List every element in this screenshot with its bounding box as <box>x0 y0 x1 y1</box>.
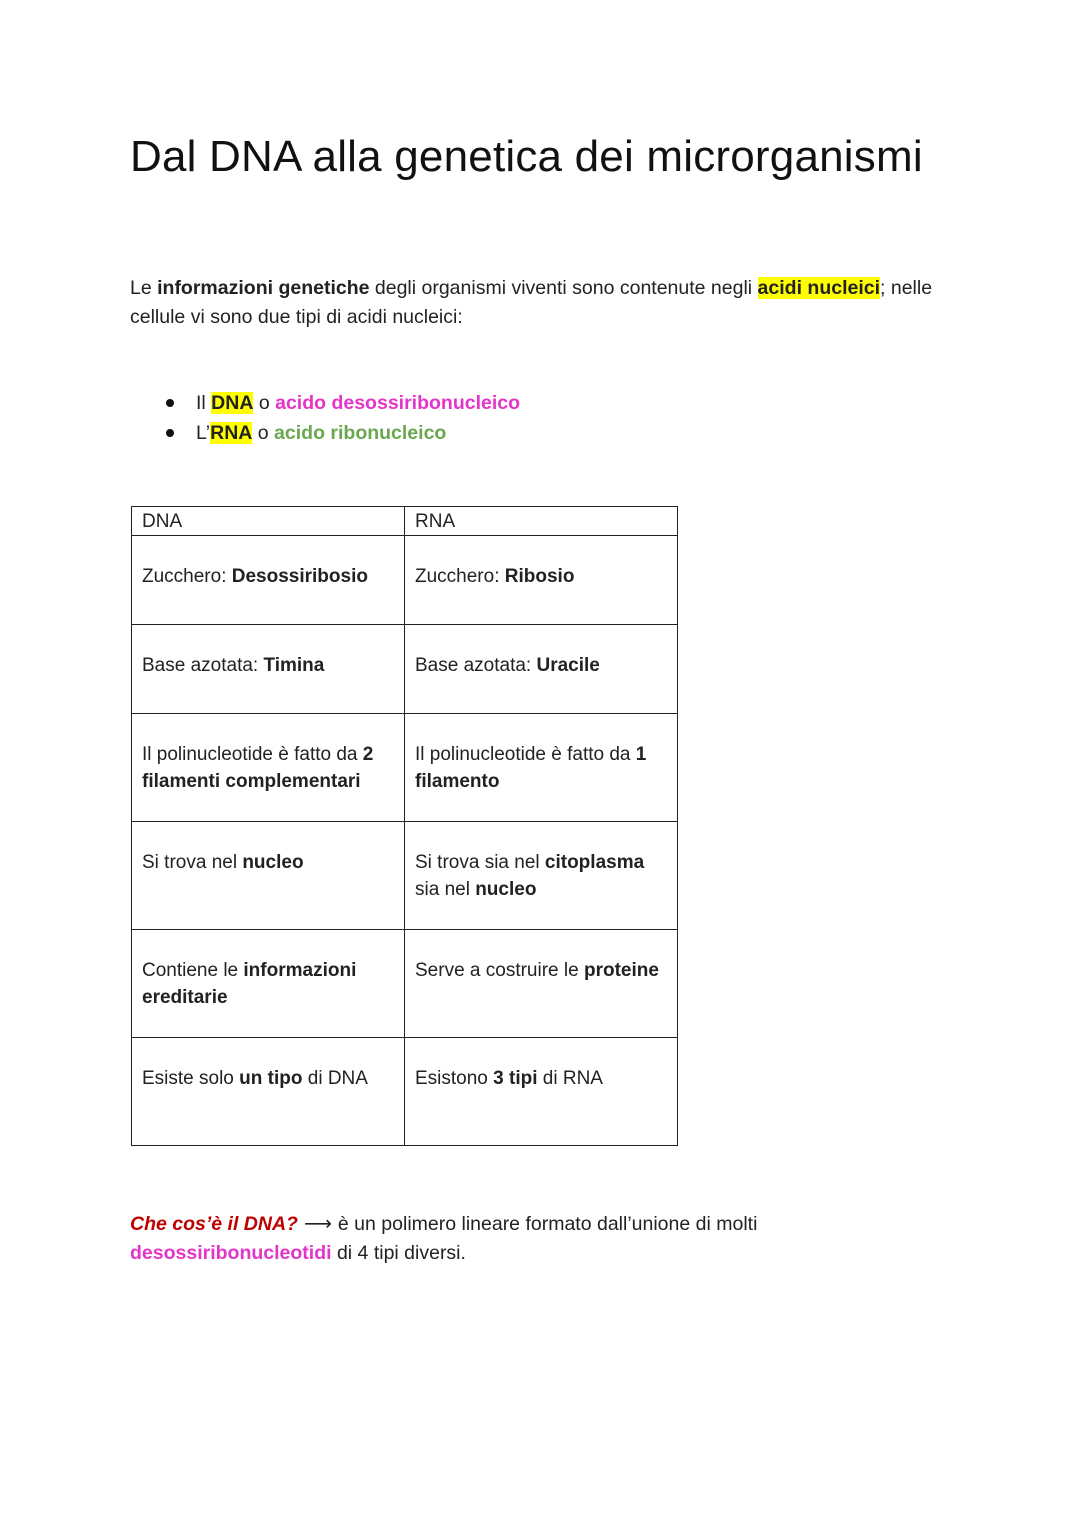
cell-text: Il polinucleotide è fatto da <box>142 744 363 765</box>
cell-text: Zucchero: <box>415 566 505 587</box>
cell-bold: Timina <box>263 655 325 676</box>
cell-bold: 2 filamenti complementari <box>142 744 374 792</box>
cell-text: Il polinucleotide è fatto da <box>415 744 636 765</box>
table-row <box>132 625 678 714</box>
question-label: Che cos’è il DNA? <box>130 1213 298 1235</box>
cell-bold: Uracile <box>536 655 600 676</box>
intro-text-2: degli organismi viventi sono contenute negli <box>369 277 758 299</box>
cell-bold: 3 tipi <box>493 1068 538 1089</box>
table-row <box>132 1038 678 1146</box>
table-cell <box>405 714 678 822</box>
right-arrow-icon: ⟶ <box>303 1213 332 1235</box>
cell-bold: un tipo <box>239 1068 303 1089</box>
table-header-rna: RNA <box>405 507 678 536</box>
list-item-prefix: L’ <box>196 422 211 444</box>
table-cell <box>132 822 405 930</box>
table-cell <box>405 1038 678 1146</box>
list-item-mid: o <box>253 392 276 414</box>
table-row <box>132 714 678 822</box>
table-row <box>132 930 678 1038</box>
table-cell <box>132 536 405 625</box>
list-item-dna <box>166 388 520 418</box>
table-cell <box>132 714 405 822</box>
cell-text: Si trova nel <box>142 852 243 873</box>
cell-text: di RNA <box>537 1068 603 1089</box>
cell-text: di DNA <box>302 1068 368 1089</box>
table-cell <box>405 536 678 625</box>
list-item-highlight: DNA <box>211 392 254 414</box>
cell-bold: 1 filamento <box>415 744 647 792</box>
cell-bold: proteine <box>583 960 659 981</box>
intro-highlight-nucleic-acids: acidi nucleici <box>757 277 881 299</box>
cell-text: Esistono <box>415 1068 494 1089</box>
table-header-dna: DNA <box>132 507 405 536</box>
cell-text: Contiene le <box>142 960 244 981</box>
cell-text: Si trova sia nel <box>415 852 545 873</box>
cell-text: Base azotata: <box>415 655 537 676</box>
list-item-prefix: Il <box>196 392 212 414</box>
table-row <box>132 822 678 930</box>
dna-question-paragraph <box>130 1210 930 1268</box>
list-item-rna <box>166 418 520 448</box>
cell-text: Serve a costruire le <box>415 960 584 981</box>
cell-text: sia nel <box>415 879 476 900</box>
table-cell <box>132 625 405 714</box>
question-answer-end: di 4 tipi diversi. <box>331 1242 466 1264</box>
comparison-table <box>131 506 678 1146</box>
cell-bold: nucleo <box>475 879 537 900</box>
table-cell <box>405 822 678 930</box>
question-colored-term: desossiribonucleotidi <box>130 1242 332 1264</box>
table-cell <box>405 625 678 714</box>
list-item-colored: acido ribonucleico <box>274 422 447 444</box>
nucleic-acid-list <box>166 388 520 448</box>
list-item-colored: acido desossiribonucleico <box>275 392 521 414</box>
cell-text: Base azotata: <box>142 655 264 676</box>
list-item-highlight: RNA <box>210 422 253 444</box>
table-row <box>132 536 678 625</box>
intro-text-3: ; nelle cellule vi sono due tipi di acidi nucleici: <box>130 277 933 328</box>
cell-bold: citoplasma <box>544 852 645 873</box>
table-cell <box>405 930 678 1038</box>
cell-text: Zucchero: <box>142 566 232 587</box>
cell-bold: Ribosio <box>504 566 575 587</box>
table-header-row <box>132 507 678 536</box>
page-title: Dal DNA alla genetica dei microrganismi <box>130 132 923 181</box>
table-cell <box>132 1038 405 1146</box>
list-item-mid: o <box>252 422 275 444</box>
intro-text-1: Le <box>130 277 158 299</box>
intro-paragraph <box>130 274 960 332</box>
table-cell <box>132 930 405 1038</box>
cell-bold: Desossiribosio <box>231 566 368 587</box>
cell-text: Esiste solo <box>142 1068 240 1089</box>
cell-bold: informazioni ereditarie <box>142 960 357 1008</box>
intro-bold-genetic-info: informazioni genetiche <box>157 277 370 299</box>
question-answer-text: è un polimero lineare formato dall’unione di molti <box>337 1213 758 1235</box>
cell-bold: nucleo <box>242 852 304 873</box>
